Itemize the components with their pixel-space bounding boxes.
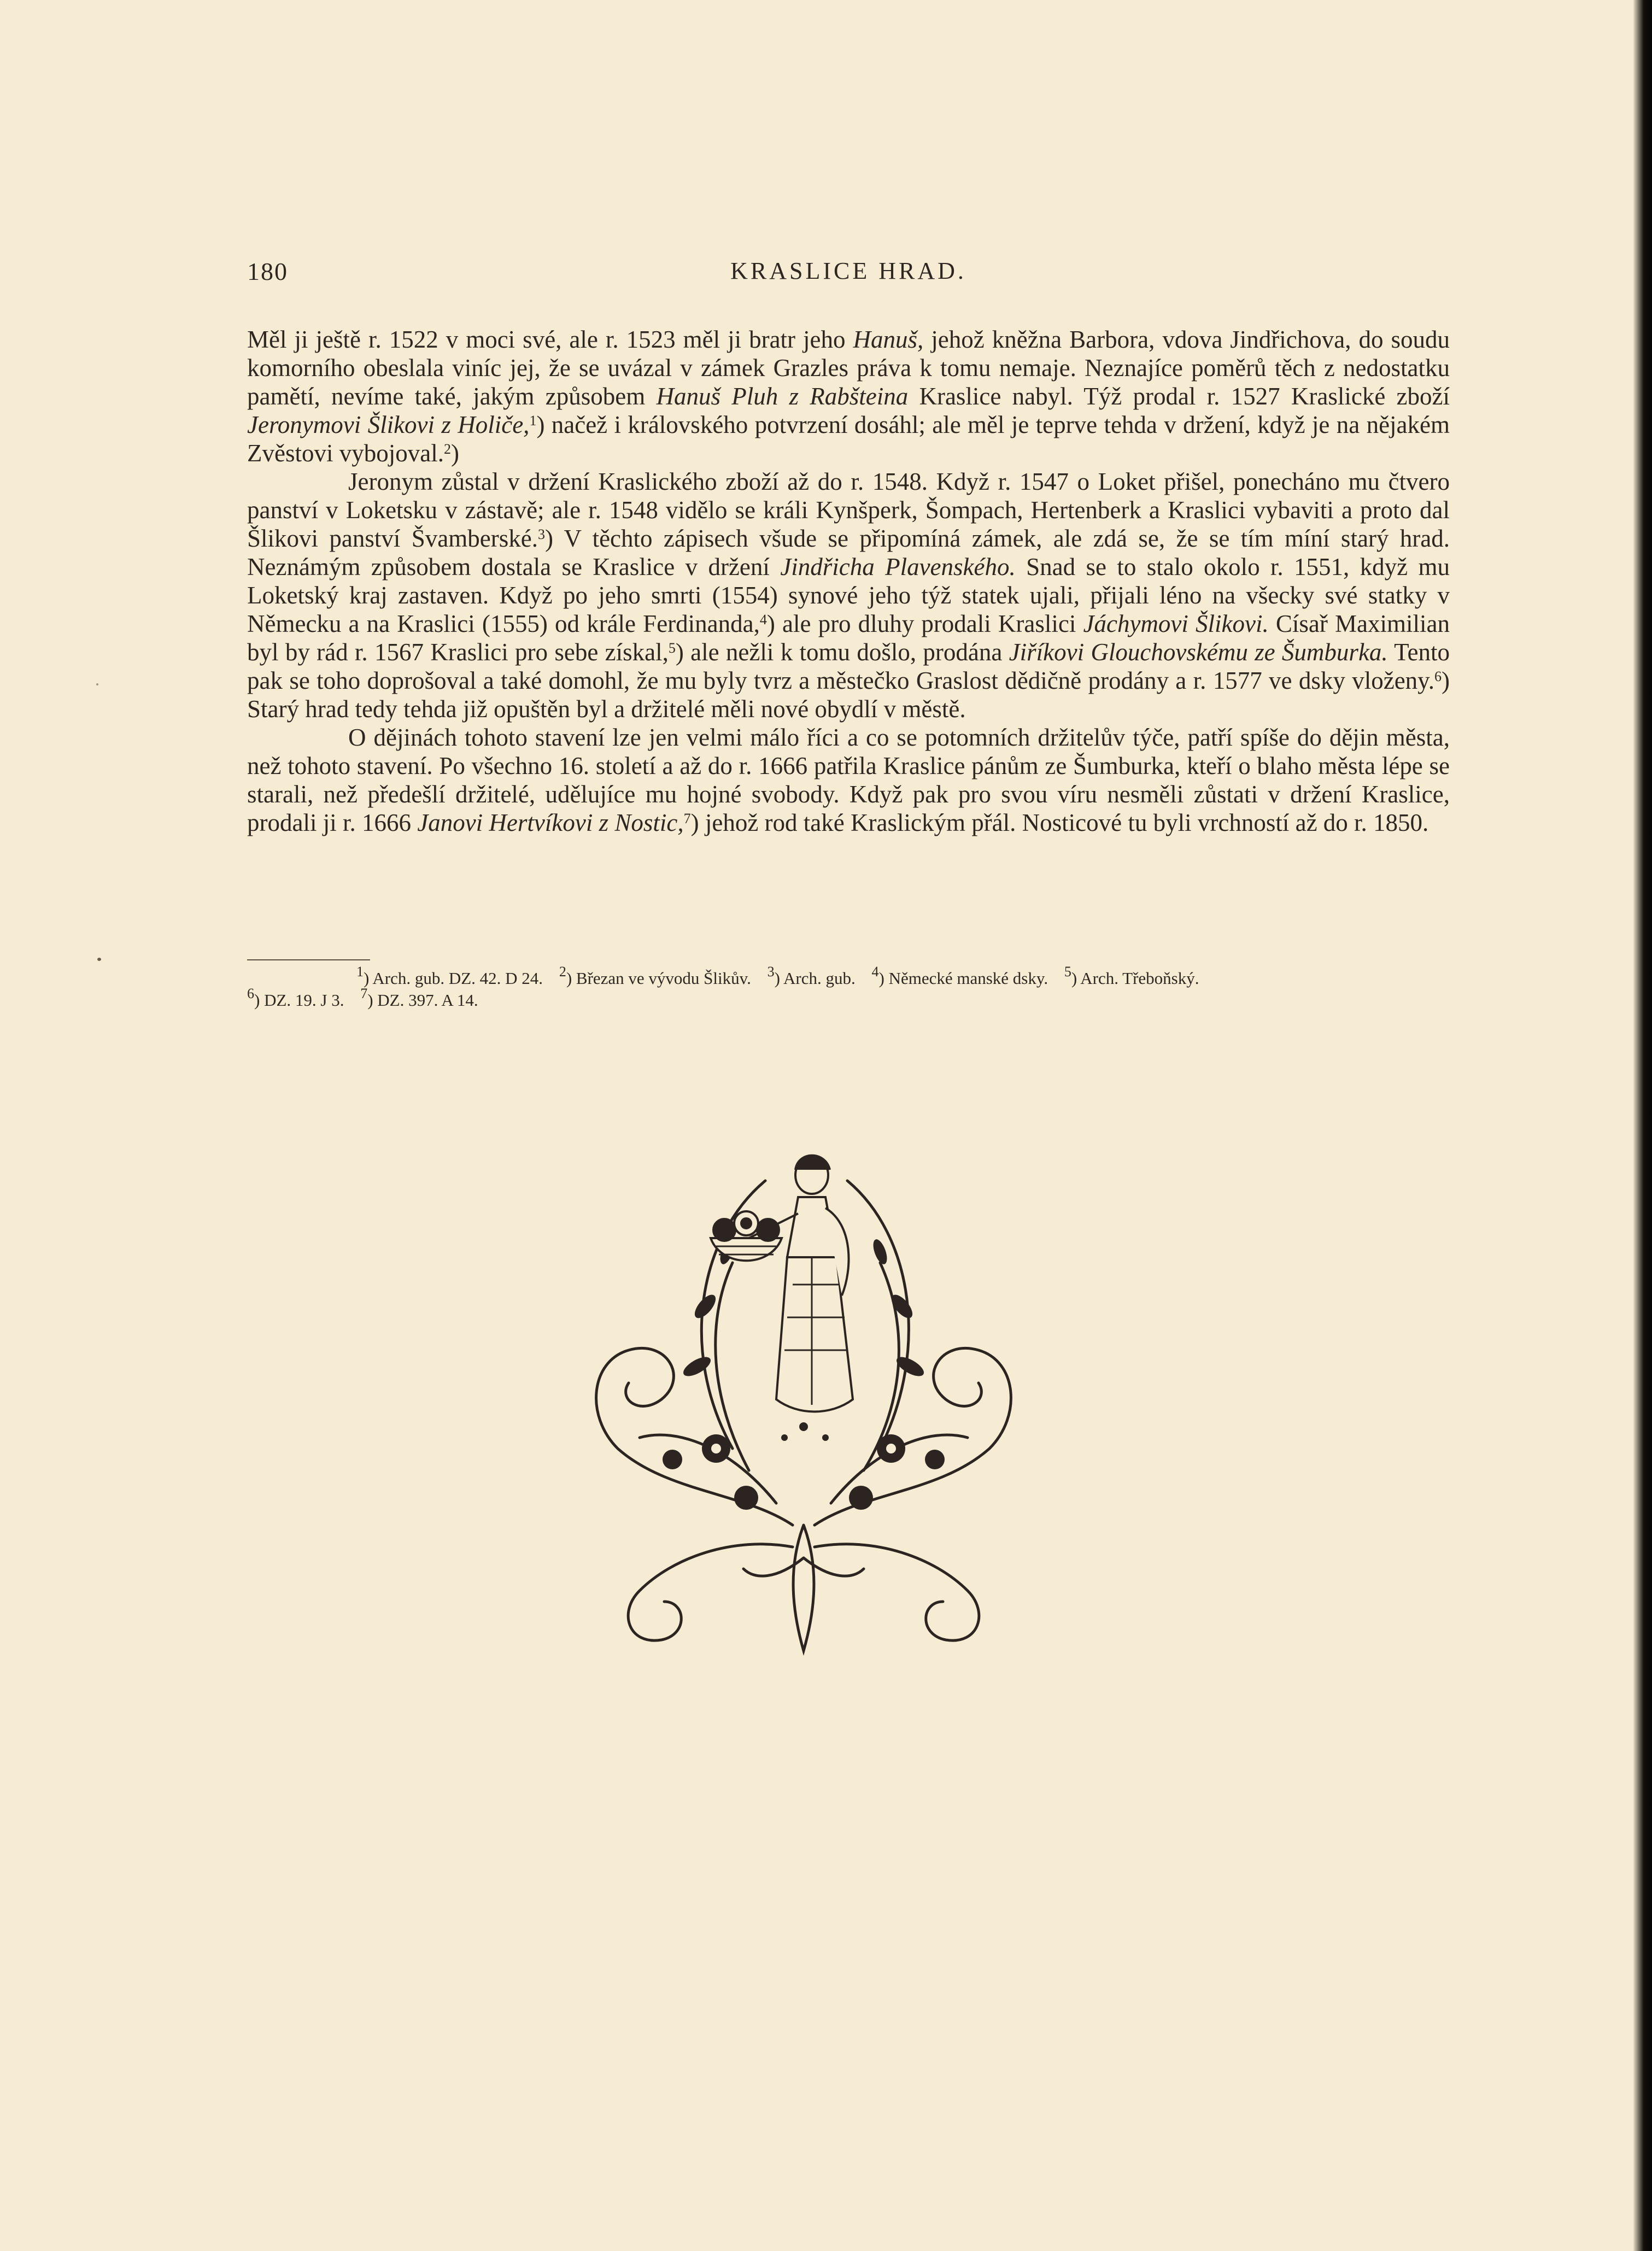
footnote-rule (247, 959, 370, 960)
footnote-ref: 6 (1434, 669, 1442, 684)
page-header (247, 257, 1450, 295)
footnote-ref: 7 (683, 811, 691, 826)
footnote-ref: 5 (668, 640, 676, 656)
person-name: Janovi Hertvíkovi z Nostic, (417, 809, 684, 836)
footnote: $^7$) DZ. 397. A 14. (360, 986, 478, 1010)
page-edge (1633, 0, 1652, 2251)
text-run: ) V těchto zápisech všude se připomíná zámek, ale zdá se, že se tím míní starý hrad. Neznámým způsobem dostala se Kraslice v držení (247, 525, 1450, 581)
footnote-ref: 2 (443, 441, 451, 457)
text-run: ) (450, 439, 459, 467)
footnote: $^4$) Německé manské dsky. (871, 964, 1048, 988)
footnote-ref: 4 (759, 612, 767, 628)
body-text (247, 325, 1450, 837)
text-run: jehož kněžna Barbora, vdova Jindřichova, do soudu komorního obeslala viníc jej, že se uvázal v zámek Grazles práva k tomu nemaje. Neznajíce poměrů těch z nedostatku pamětí, nevíme také, jakým způsobem (247, 326, 1450, 410)
footnote: $^5$) Arch. Třeboňský. (1064, 964, 1199, 988)
footnote-ref: 3 (537, 526, 545, 542)
maiden-with-flower-basket-icon (569, 1142, 1039, 1662)
footnote: $^2$) Březan ve vývodu Šlikův. (559, 964, 751, 988)
person-name: Jáchymovi Šlikovi. (1083, 610, 1269, 637)
text-run: Snad se to stalo okolo r. 1551, když mu Loketský kraj zastaven. Když po jeho smrti (1554) synové jeho týž statek ujali, přijali léno na všecky své statky v Německu a na Kraslici (1555) od krále Ferdinanda, (247, 553, 1450, 637)
person-name: Hanuš, (853, 326, 924, 353)
text-run: ) jehož rod také Kraslickým přál. Nosticové tu byli vrchností až do r. 1850. (690, 809, 1429, 836)
paragraph (247, 723, 1450, 837)
footnote-line (247, 964, 1450, 989)
text-run: Kraslice nabyl. Týž prodal r. 1527 Kraslické zboží (908, 383, 1450, 410)
paragraph (247, 325, 1450, 467)
page-speck (96, 683, 98, 685)
text-run: Tento pak se toho doprošoval a také domohl, že mu byly tvrz a městečko Graslost dědičně prodány a r. 1577 ve dsky vloženy. (247, 638, 1450, 694)
footnote: $^6$) DZ. 19. J 3. (247, 986, 344, 1010)
person-name: Jeronymovi Šlikovi z Holiče, (247, 411, 530, 438)
footnote-line (247, 986, 1450, 1011)
text-run: Jeronym zůstal v držení Kraslického zboží až do r. 1548. Když r. 1547 o Loket přišel, ponecháno mu čtvero panství v Loketsku v zástavě; ale r. 1548 vidělo se králi Kynšperk, Šompach, Hertenberk a Kraslici vybaviti a proto dal Šlikovi panství Švamberské. (247, 468, 1450, 552)
text-run: Měl ji ještě r. 1522 v moci své, ale r. 1523 měl ji bratr jeho (247, 326, 853, 353)
page-speck (97, 958, 101, 961)
page-number: 180 (247, 257, 288, 285)
person-name: Jiříkovi Glouchovskému ze Šumburka. (1009, 638, 1388, 666)
person-name: Jindřicha Plavenského. (780, 553, 1016, 581)
text-run: ) načež i královského potvrzení dosáhl; ale měl je teprve tehda v držení, když je na nějakém Zvěstovi vybojoval. (247, 411, 1450, 467)
text-run: ) ale nežli k tomu došlo, prodána (675, 638, 1009, 666)
footnote: $^3$) Arch. gub. (767, 964, 856, 988)
paragraph (247, 467, 1450, 723)
text-run: ) Starý hrad tedy tehda již opuštěn byl a držitelé měli nové obydlí v městě. (247, 667, 1450, 723)
person-name: Hanuš Pluh z Rabšteina (656, 383, 909, 410)
running-title: KRASLICE HRAD. (730, 257, 966, 284)
footnote: $^1$) Arch. gub. DZ. 42. D 24. (356, 964, 543, 988)
footnote-ref: 1 (529, 413, 537, 429)
text-run: ) ale pro dluhy prodali Kraslici (766, 610, 1083, 637)
text-run: Císař Maximilian byl by rád r. 1567 Kraslici pro sebe získal, (247, 610, 1450, 666)
footnotes (247, 964, 1450, 1011)
text-run: O dějinách tohoto stavení lze jen velmi málo říci a co se potomních držitelův týče, patří spíše do dějin města, než tohoto stavení. Po všechno 16. století a až do r. 1666 patřila Kraslice pánům ze Šumburka, kteří o blaho města lépe se starali, než předešlí držitelé, udělujíce mu hojné svobody. Když pak pro svou víru nesměli zůstati v držení Kraslice, prodali ji r. 1666 (247, 724, 1450, 836)
